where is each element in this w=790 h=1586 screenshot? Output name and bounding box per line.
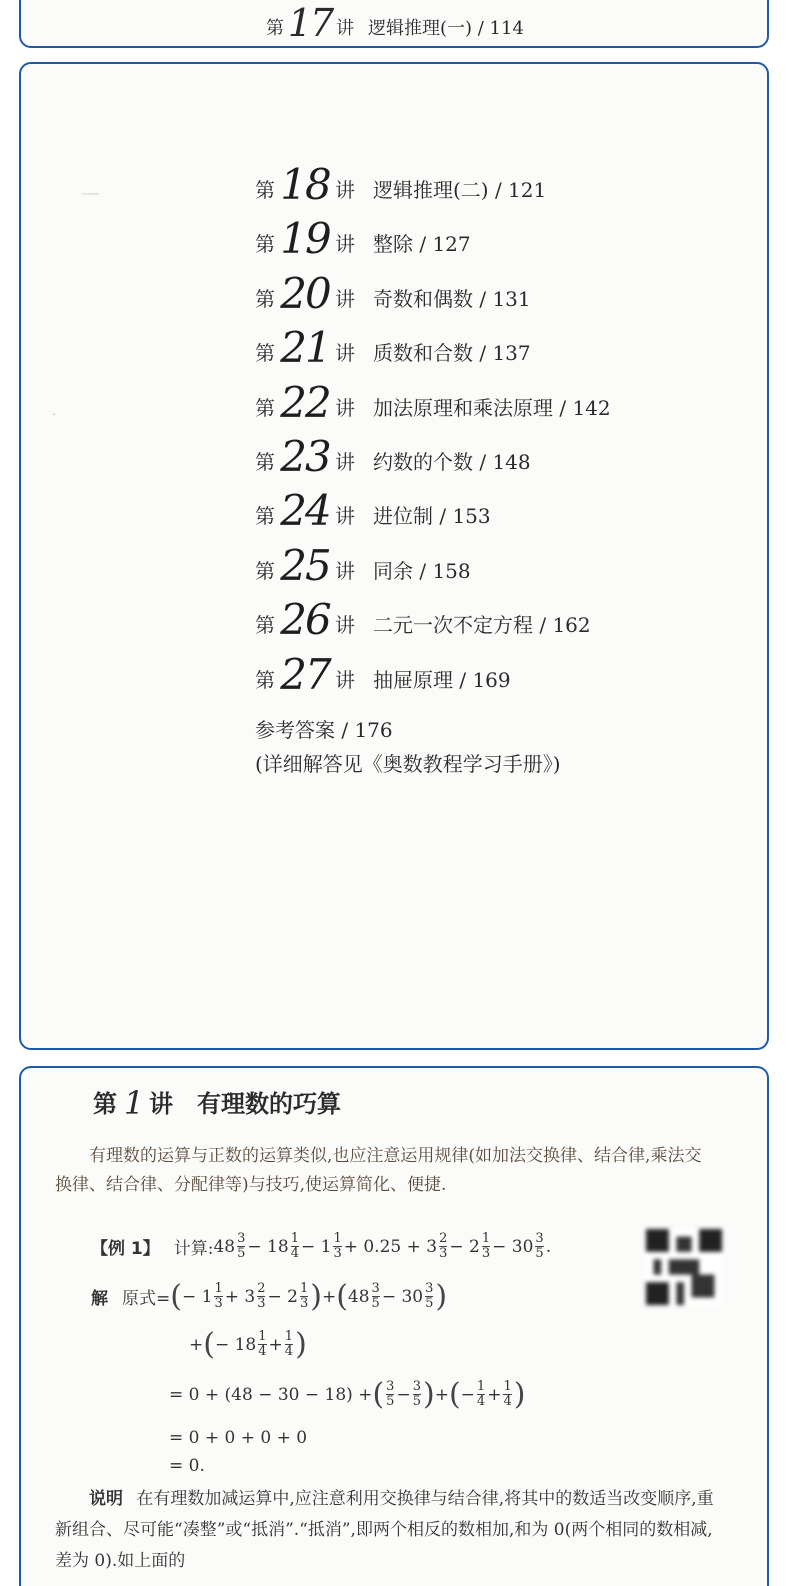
lecture-title: 有理数的巧算 [197,1090,341,1118]
toc-jiang: 讲 [335,232,355,257]
solution-line-2: + ( − 18 $\frac{1}{4}$ + $\frac{1}{4}$ ) [189,1326,307,1362]
toc-title: 加法原理和乘法原理 / 142 [373,395,611,420]
toc-jiang: 讲 [335,178,355,202]
lecture-di: 第 [93,1090,117,1118]
toc-di: 第 [255,667,275,692]
toc-di: 第 [266,18,284,39]
bleed-through-text: — [81,182,100,204]
example-label: 【例 1】 [91,1239,160,1259]
toc-title: 抽屉原理 / 169 [373,667,511,692]
toc-number: 18 [280,160,330,209]
toc-row[interactable] [255,649,511,699]
toc-number: 26 [280,595,330,645]
toc-jiang: 讲 [335,558,355,583]
toc-number: 20 [280,268,330,318]
toc-di: 第 [255,178,275,202]
lecture-page [19,1066,769,1586]
toc-title: 同余 / 158 [373,558,471,583]
solution-line-1: 解 原式= ( − 1 $\frac{1}{3}$ + 3 $\frac{2}{3}$ − 2 $\frac{1}{3}$ ) + ( 48 $\frac{3}{5}$ − 30 $\frac{3}{5}$ ) [91,1278,448,1314]
toc-title: 进位制 / 153 [373,504,491,529]
toc-jiang: 讲 [335,450,355,474]
toc-di: 第 [255,395,275,420]
toc-number: 22 [280,377,330,427]
example-1: 【例 1】 计算: 48 $\frac{3}{5}$ − 18 $\frac{1}{4}$ − 1 $\frac{1}{3}$ + 0.25 + 3 $\frac{2}{3}$ − 2 $\frac{1}{3}$ − 30 $\frac{3}{5}$ . [91,1231,552,1261]
toc-di: 第 [255,558,275,583]
toc-row-17 [266,1,524,45]
toc-title: 质数和合数 / 137 [373,341,531,366]
toc-number: 17 [287,1,333,45]
toc-jiang: 讲 [335,667,355,692]
toc-jiang: 讲 [335,613,355,638]
toc-number: 19 [280,214,330,264]
toc-row[interactable] [255,268,531,318]
toc-di: 第 [255,613,275,638]
toc-jiang: 讲 [335,286,355,311]
toc-page [19,62,769,1050]
toc-row[interactable] [255,432,531,481]
toc-di: 第 [255,286,275,311]
note-text: 在有理数加减运算中,应注意利用交换律与结合律,将其中的数适当改变顺序,重新组合、尽可能“凑整”或“抵消”.“抵消”,即两个相反的数相加,和为 0(两个相同的数相减,差为 0).如上面的 [55,1489,714,1571]
toc-title: 约数的个数 / 148 [373,450,531,474]
solution-line-3: = 0 + (48 − 30 − 18) + ( $\frac{3}{5}$ − $\frac{3}{5}$ ) + ( − $\frac{1}{4}$ + $\frac{1}{4}$ ) [169,1376,526,1412]
toc-di: 第 [255,450,275,474]
solution-step-4: = 0 + 0 + 0 + 0 [169,1428,308,1448]
lecture-intro: 有理数的运算与正数的运算类似,也应注意运用规律(如加法交换律、结合律,乘法交换律、结合律、分配律等)与技巧,使运算简化、便捷. [55,1146,702,1195]
solution-step-3: = 0 + (48 − 30 − 18) + [169,1384,373,1405]
toc-row[interactable] [255,160,547,209]
toc-title: 奇数和偶数 / 131 [373,286,531,311]
toc-number: 25 [280,540,330,590]
solution-step-5: = 0. [169,1456,205,1476]
answers-entry: 参考答案 / 176 [255,718,393,742]
toc-di: 第 [255,504,275,529]
toc-row[interactable] [255,377,611,427]
toc-jiang: 讲 [335,504,355,529]
toc-di: 第 [255,341,275,366]
toc-row[interactable] [255,323,531,373]
toc-number: 21 [280,323,330,373]
toc-row[interactable] [255,486,491,536]
toc-title: 逻辑推理(二) / 121 [373,178,547,202]
note-label: 说明 [89,1489,123,1509]
lecture-jiang: 讲 [149,1090,173,1118]
lecture-number: 1 [123,1084,143,1122]
toc-number: 24 [280,486,330,536]
solution-label: 解 [91,1289,108,1309]
toc-jiang: 讲 [335,341,355,366]
answers-note: (详细解答见《奥数教程学习手册》) [255,752,561,776]
toc-title: 二元一次不定方程 / 162 [373,613,591,638]
toc-di: 第 [255,232,275,257]
toc-row[interactable] [255,595,591,645]
lecture-heading [93,1084,341,1122]
solution-prefix: 原式= [122,1289,171,1309]
toc-page-top-fragment [19,0,769,48]
toc-row[interactable] [255,214,471,264]
bleed-through-text: · [51,404,58,426]
toc-row[interactable] [255,540,471,590]
toc-number: 27 [280,649,330,699]
toc-title: 整除 / 127 [373,232,471,257]
toc-jiang: 讲 [335,395,355,420]
qr-code[interactable] [646,1228,722,1306]
note-paragraph [55,1484,715,1577]
toc-jiang: 讲 [336,18,354,39]
toc-title: 逻辑推理(一) / 114 [368,18,524,39]
example-prefix: 计算: [173,1239,214,1259]
toc-number: 23 [280,432,330,481]
